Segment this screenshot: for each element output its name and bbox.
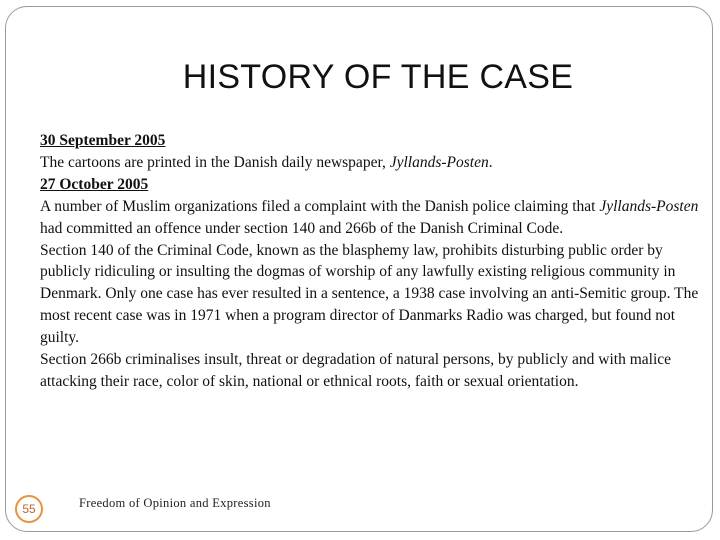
footer-text: Freedom of Opinion and Expression [79,496,271,510]
newspaper-name: Jyllands-Posten [389,153,489,171]
paragraph-2 [40,196,712,240]
paragraph-4: Section 266b criminalises insult, threat or degradation of natural persons, by publicly and with malice attacking their race, color of skin, national or ethnical roots, faith or sexual orientation. [40,351,672,390]
slide-body [40,130,712,393]
page-number-badge: 55 [15,495,43,523]
slide-title: HISTORY OF THE CASE [182,58,574,96]
date-heading-2: 27 October 2005 [40,175,149,193]
paragraph-2-end: had committed an offence under section 140 and 266b of the Danish Criminal Code. [40,219,564,237]
newspaper-name-2: Jyllands-Posten [599,197,699,215]
date-heading-1: 30 September 2005 [40,132,166,149]
paragraph-1 [40,152,712,174]
paragraph-1-end: . [488,153,493,171]
paragraph-1-text: The cartoons are printed in the Danish daily newspaper, [40,153,390,171]
paragraph-2-text: A number of Muslim organizations filed a complaint with the Danish police claiming that [40,197,600,215]
paragraph-3: Section 140 of the Criminal Code, known as the blasphemy law, prohibits disturbing public order by publicly ridiculing or insulting the dogmas of worship of any lawfully existing religious community in Denmark. Only one case has ever resulted in a sentence, a 1938 case involving an anti-Semitic group. The most recent case was in 1971 when a program director of Danmarks Radio was charged, but found not guilty. [40,241,699,347]
